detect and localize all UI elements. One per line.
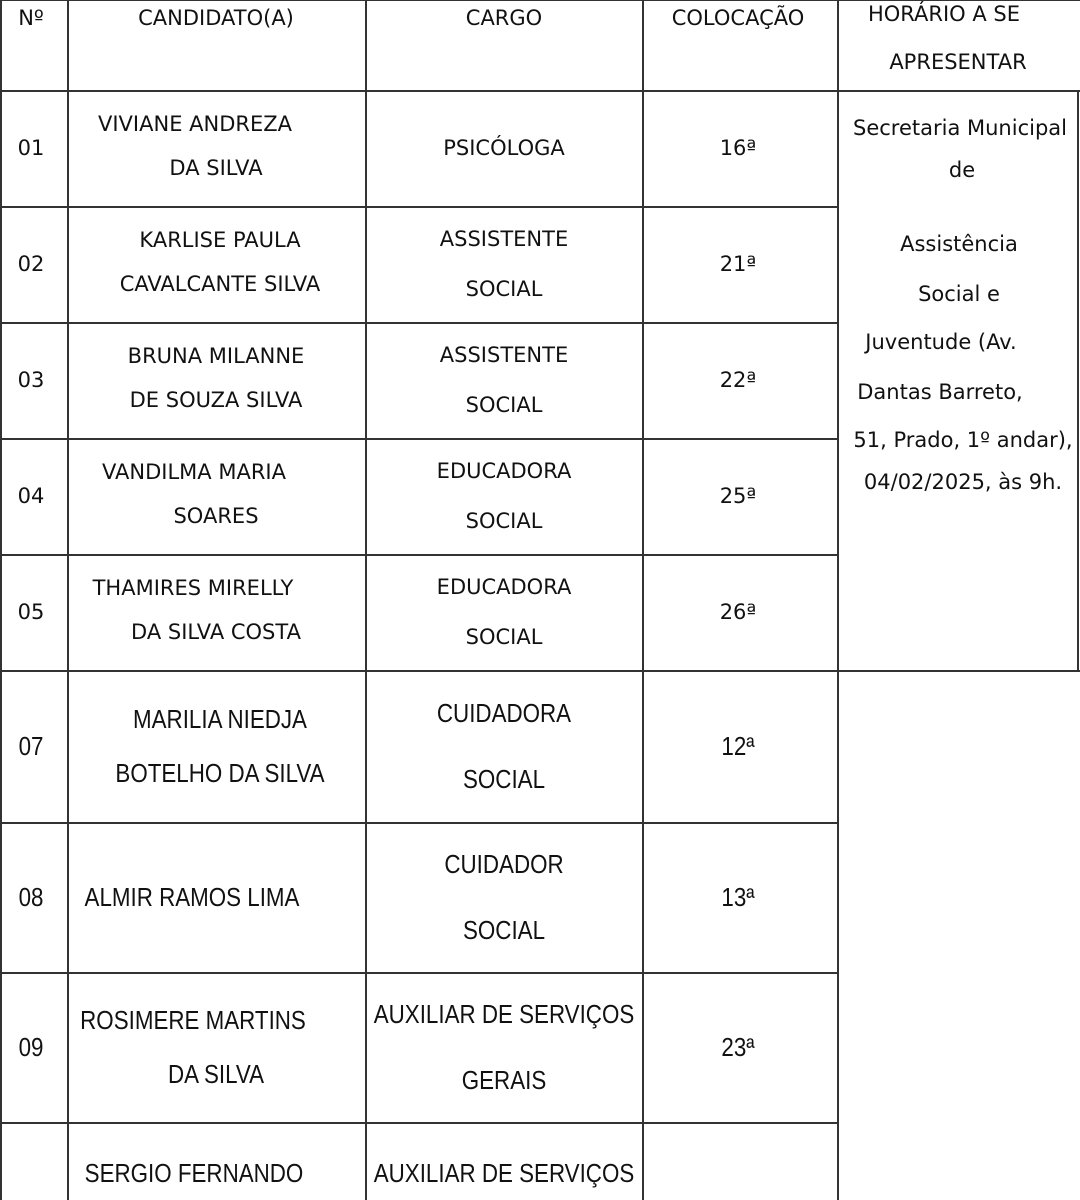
row-cargo-line1: EDUCADORA [436, 458, 572, 483]
row-candidate-line1: VANDILMA MARIA [102, 459, 286, 484]
header-colocacao: COLOCAÇÃO [671, 6, 805, 30]
col-divider-num [67, 0, 69, 1200]
row-colocacao: 13ª [721, 882, 755, 912]
row-num: 03 [17, 367, 45, 392]
row-num: 04 [17, 483, 45, 508]
row-num: 08 [18, 882, 44, 912]
row-cargo-line1: CUIDADOR [444, 849, 564, 879]
header-horario-line1: HORÁRIO A SE [867, 2, 1021, 26]
row-candidate-line1: THAMIRES MIRELLY [92, 575, 294, 600]
header-candidate: CANDIDATO(A) [138, 6, 294, 30]
row-cargo: AUXILIAR DE SERVIÇOS [373, 1158, 635, 1188]
row-colocacao: 16ª [719, 135, 757, 160]
row-divider [0, 322, 838, 324]
row-candidate: SERGIO FERNANDO [84, 1158, 304, 1188]
col-divider-candidate [365, 0, 367, 1200]
row-candidate-line1: ROSIMERE MARTINS [80, 1005, 306, 1035]
header-horario-line2: APRESENTAR [889, 50, 1027, 74]
row-candidate-line2: DA SILVA [167, 1059, 265, 1089]
row-candidate-line2: DA SILVA [169, 155, 263, 180]
row-cargo-line2: SOCIAL [465, 392, 543, 417]
location-note-line: Dantas Barreto, [857, 380, 1023, 404]
row-candidate-line1: KARLISE PAULA [139, 227, 301, 252]
row-candidate-line2: DE SOUZA SILVA [129, 387, 303, 412]
row-colocacao: 23ª [721, 1032, 755, 1062]
location-note-line: 04/02/2025, às 9h. [863, 470, 1063, 494]
row-divider [0, 206, 838, 208]
row-cargo-line2: SOCIAL [462, 764, 546, 794]
row-colocacao: 12ª [721, 731, 755, 761]
row-candidate-line2: CAVALCANTE SILVA [119, 271, 321, 296]
col-divider-colocacao [837, 0, 839, 1200]
row-cargo-line2: SOCIAL [465, 508, 543, 533]
row-colocacao: 25ª [719, 483, 757, 508]
row-num: 01 [17, 135, 45, 160]
header-num: Nº [18, 6, 44, 30]
row-cargo: PSICÓLOGA [443, 135, 565, 160]
location-note-line: 51, Prado, 1º andar), [853, 428, 1073, 452]
row-cargo-line1: ASSISTENTE [439, 342, 569, 367]
col-divider-cargo [642, 0, 644, 1200]
row-cargo-line1: AUXILIAR DE SERVIÇOS [373, 999, 635, 1029]
table-left-border [0, 0, 2, 1200]
location-right-border [1077, 90, 1079, 670]
row-cargo-line2: SOCIAL [465, 276, 543, 301]
row-candidate-line2: SOARES [173, 503, 259, 528]
row-num: 05 [17, 599, 45, 624]
row-candidate: ALMIR RAMOS LIMA [84, 882, 300, 912]
row-cargo-line1: EDUCADORA [436, 574, 572, 599]
location-note-line: Juventude (Av. [865, 330, 1017, 354]
row-cargo-line2: SOCIAL [465, 624, 543, 649]
row-candidate-line2: BOTELHO DA SILVA [115, 758, 325, 788]
row-candidate-line1: MARILIA NIEDJA [133, 704, 307, 734]
row-num: 02 [17, 251, 45, 276]
location-note-line: Social e [918, 282, 1000, 306]
row-divider [0, 1122, 838, 1124]
row-candidate-line2: DA SILVA COSTA [131, 619, 301, 644]
row-divider [0, 822, 838, 824]
row-divider [0, 972, 838, 974]
row-divider [0, 670, 1080, 672]
header-bottom-border [0, 90, 1080, 92]
location-note-line: Secretaria Municipal [853, 116, 1067, 140]
location-note-line: de [948, 158, 976, 182]
table-top-border [0, 0, 1080, 1]
row-divider [0, 554, 838, 556]
header-cargo: CARGO [465, 6, 543, 30]
row-cargo-line1: ASSISTENTE [439, 226, 569, 251]
row-colocacao: 26ª [719, 599, 757, 624]
row-num: 07 [18, 731, 44, 761]
row-candidate-line1: VIVIANE ANDREZA [98, 111, 292, 136]
location-note-line: Assistência [900, 232, 1018, 256]
row-divider [0, 438, 838, 440]
row-cargo-line2: SOCIAL [462, 915, 546, 945]
row-cargo-line2: GERAIS [461, 1065, 547, 1095]
row-num: 09 [18, 1032, 44, 1062]
row-candidate-line1: BRUNA MILANNE [127, 343, 305, 368]
row-colocacao: 22ª [719, 367, 757, 392]
row-cargo-line1: CUIDADORA [436, 698, 572, 728]
row-colocacao: 21ª [719, 251, 757, 276]
